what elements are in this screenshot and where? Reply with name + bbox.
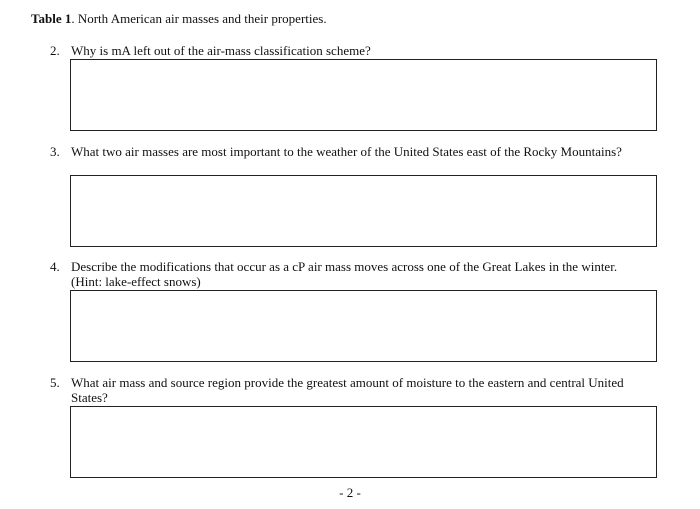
answer-box-5[interactable] (70, 406, 657, 478)
question-number: 5. (50, 375, 60, 390)
page-number: - 2 - (339, 485, 361, 500)
table-title (31, 11, 327, 27)
question-text: What two air masses are most important to the weather of the United States east of the Rocky Mountains? (71, 144, 622, 159)
question-number: 4. (50, 259, 60, 274)
table-caption: . North American air masses and their properties. (71, 11, 327, 26)
answer-box-3[interactable] (70, 175, 657, 247)
question-text: What air mass and source region provide the greatest amount of moisture to the eastern and central United States? (71, 375, 624, 405)
answer-box-4[interactable] (70, 290, 657, 362)
question-number: 2. (50, 43, 60, 58)
table-label: Table 1 (31, 11, 72, 26)
question-number: 3. (50, 144, 60, 159)
question-text: Why is mA left out of the air-mass classification scheme? (71, 43, 371, 58)
answer-box-2[interactable] (70, 59, 657, 131)
question-text: Describe the modifications that occur as a cP air mass moves across one of the Great Lakes in the winter. (Hint: lake-effect snows) (71, 259, 618, 289)
